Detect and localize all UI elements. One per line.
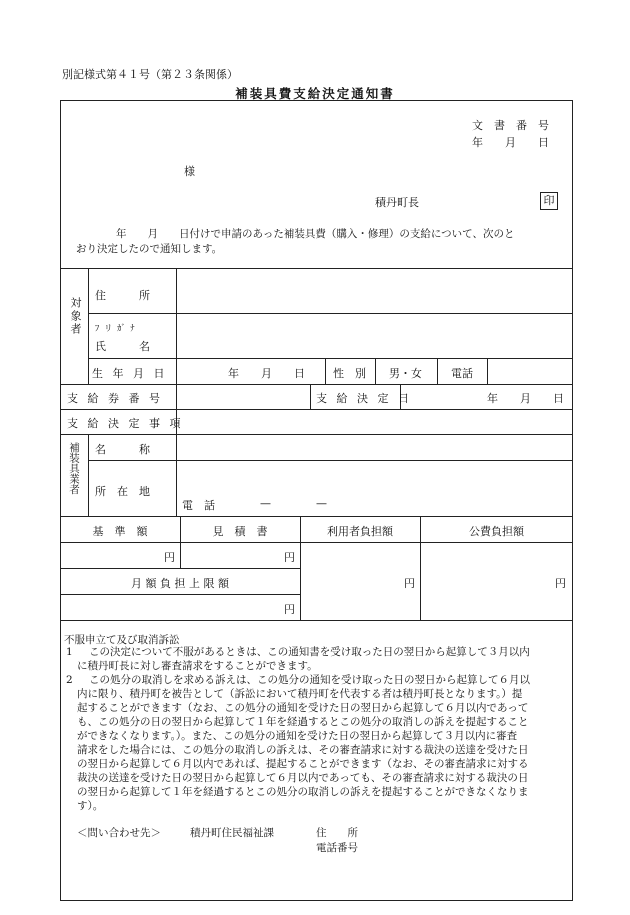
vendor-phone-label: 電 話 <box>182 499 215 512</box>
appeal-item1-line2: に積丹町長に対し審査請求をすることができます。 <box>77 660 318 672</box>
appeal-item1-line1: この決定について不服があるときは、この通知書を受け取った日の翌日から起算して３月以内 <box>89 646 530 658</box>
issuer: 積丹町長 <box>375 196 419 209</box>
appeal-item2-line: 起することができます（なお、この処分の通知を受けた日の翌日から起算して６月以内であって <box>77 702 529 714</box>
appeal-item2-number: 2 <box>66 674 73 686</box>
gender-label: 性 別 <box>333 367 366 380</box>
base-amount-label: 基 準 額 <box>92 525 148 538</box>
public-burden-yen: 円 <box>555 577 566 590</box>
user-burden-label: 利用者負担額 <box>327 525 393 538</box>
vendor-location-label: 所 在 地 <box>95 485 150 498</box>
form-label: 別記様式第４１号（第２３条関係） <box>62 68 238 81</box>
monthly-limit-yen: 円 <box>284 603 295 616</box>
doc-number-label: 文 書 番 号 <box>472 119 549 132</box>
appeal-heading: 不服申立て及び取消訴訟 <box>64 634 180 646</box>
vendor-phone-dash2: — <box>316 497 327 510</box>
appeal-item2-line: 裁決の送達を受けた日の翌日から起算して６月以内であっても、その審査請求に対する裁決の日 <box>77 772 529 784</box>
furigana-label: ﾌ リ ｶﾞ ﾅ <box>95 324 136 334</box>
gender-value: 男・女 <box>389 367 422 380</box>
contact-address-label: 住 所 <box>316 827 358 839</box>
seal-mark: 印 <box>540 192 558 210</box>
decision-matters-label: 支 給 決 定 事 項 <box>67 417 184 430</box>
honorific: 様 <box>184 165 195 178</box>
address-label: 住 所 <box>95 289 150 302</box>
subject-group-label: 対象者 <box>69 297 82 336</box>
appeal-item2-line: も、この処分の日の翌日から起算して１年を経過するとこの処分の取消しの訴えを提起すること <box>77 716 529 728</box>
public-burden-label: 公費負担額 <box>469 525 524 538</box>
notice-date-label: 年 月 日 <box>472 136 549 149</box>
vendor-name-label: 名 称 <box>95 443 150 456</box>
decision-date-value: 年 月 日 <box>487 392 564 405</box>
monthly-limit-label: 月 額 負 担 上 限 額 <box>131 577 229 590</box>
appeal-item2-line: この処分の取消しを求める訴えは、この処分の通知を受け取った日の翌日から起算して６月以 <box>89 674 530 686</box>
notice-body-line1: 年 月 日付けで申請のあった補装具費（購入・修理）の支給について、次のと <box>116 228 515 240</box>
document-title: 補装具費支給決定通知書 <box>235 86 395 101</box>
table-bottom-line <box>60 620 573 621</box>
user-burden-yen: 円 <box>404 577 415 590</box>
contact-department: 積丹町住民福祉課 <box>190 827 274 839</box>
estimate-yen: 円 <box>284 551 295 564</box>
appeal-item1-number: 1 <box>66 646 73 658</box>
appeal-item2-line: ができなくなります。）。また、この処分の通知を受けた日の翌日から起算して３月以内に審査 <box>77 730 518 742</box>
estimate-label: 見 積 書 <box>212 525 268 538</box>
appeal-item2-line: す）。 <box>77 800 104 812</box>
vendor-phone-dash1: — <box>260 497 271 510</box>
phone-label: 電話 <box>451 367 473 380</box>
base-amount-yen: 円 <box>164 551 175 564</box>
voucher-number-label: 支 給 券 番 号 <box>67 392 163 405</box>
birth-date-label: 生 年 月 日 <box>92 367 168 380</box>
appeal-item2-line: 請求をした場合には、この処分の取消しの訴えは、その審査請求に対する裁決の送達を受けた日 <box>77 744 529 756</box>
appeal-item2-line: の翌日から起算して６月以内であれば、提起することができます（なお、その審査請求に対する <box>77 758 529 770</box>
contact-phone-label: 電話番号 <box>316 842 358 854</box>
appeal-item2-line: の翌日から起算して１年を経過するとこの処分の取消しの訴えを提起することができなくなりま <box>77 786 529 798</box>
vendor-group-label: 補装具業者 <box>68 442 80 495</box>
name-label: 氏 名 <box>95 340 150 353</box>
table-top-line <box>60 268 573 269</box>
contact-label: ＜問い合わせ先＞ <box>77 827 161 839</box>
birth-date-value: 年 月 日 <box>228 367 305 380</box>
appeal-item2-line: 内に限り、積丹町を被告として（訴訟において積丹町を代表する者は積丹町長となります。）提 <box>77 688 523 700</box>
notice-body-line2: おり決定したので通知します。 <box>76 243 223 255</box>
decision-date-label: 支 給 決 定 日 <box>316 392 412 405</box>
